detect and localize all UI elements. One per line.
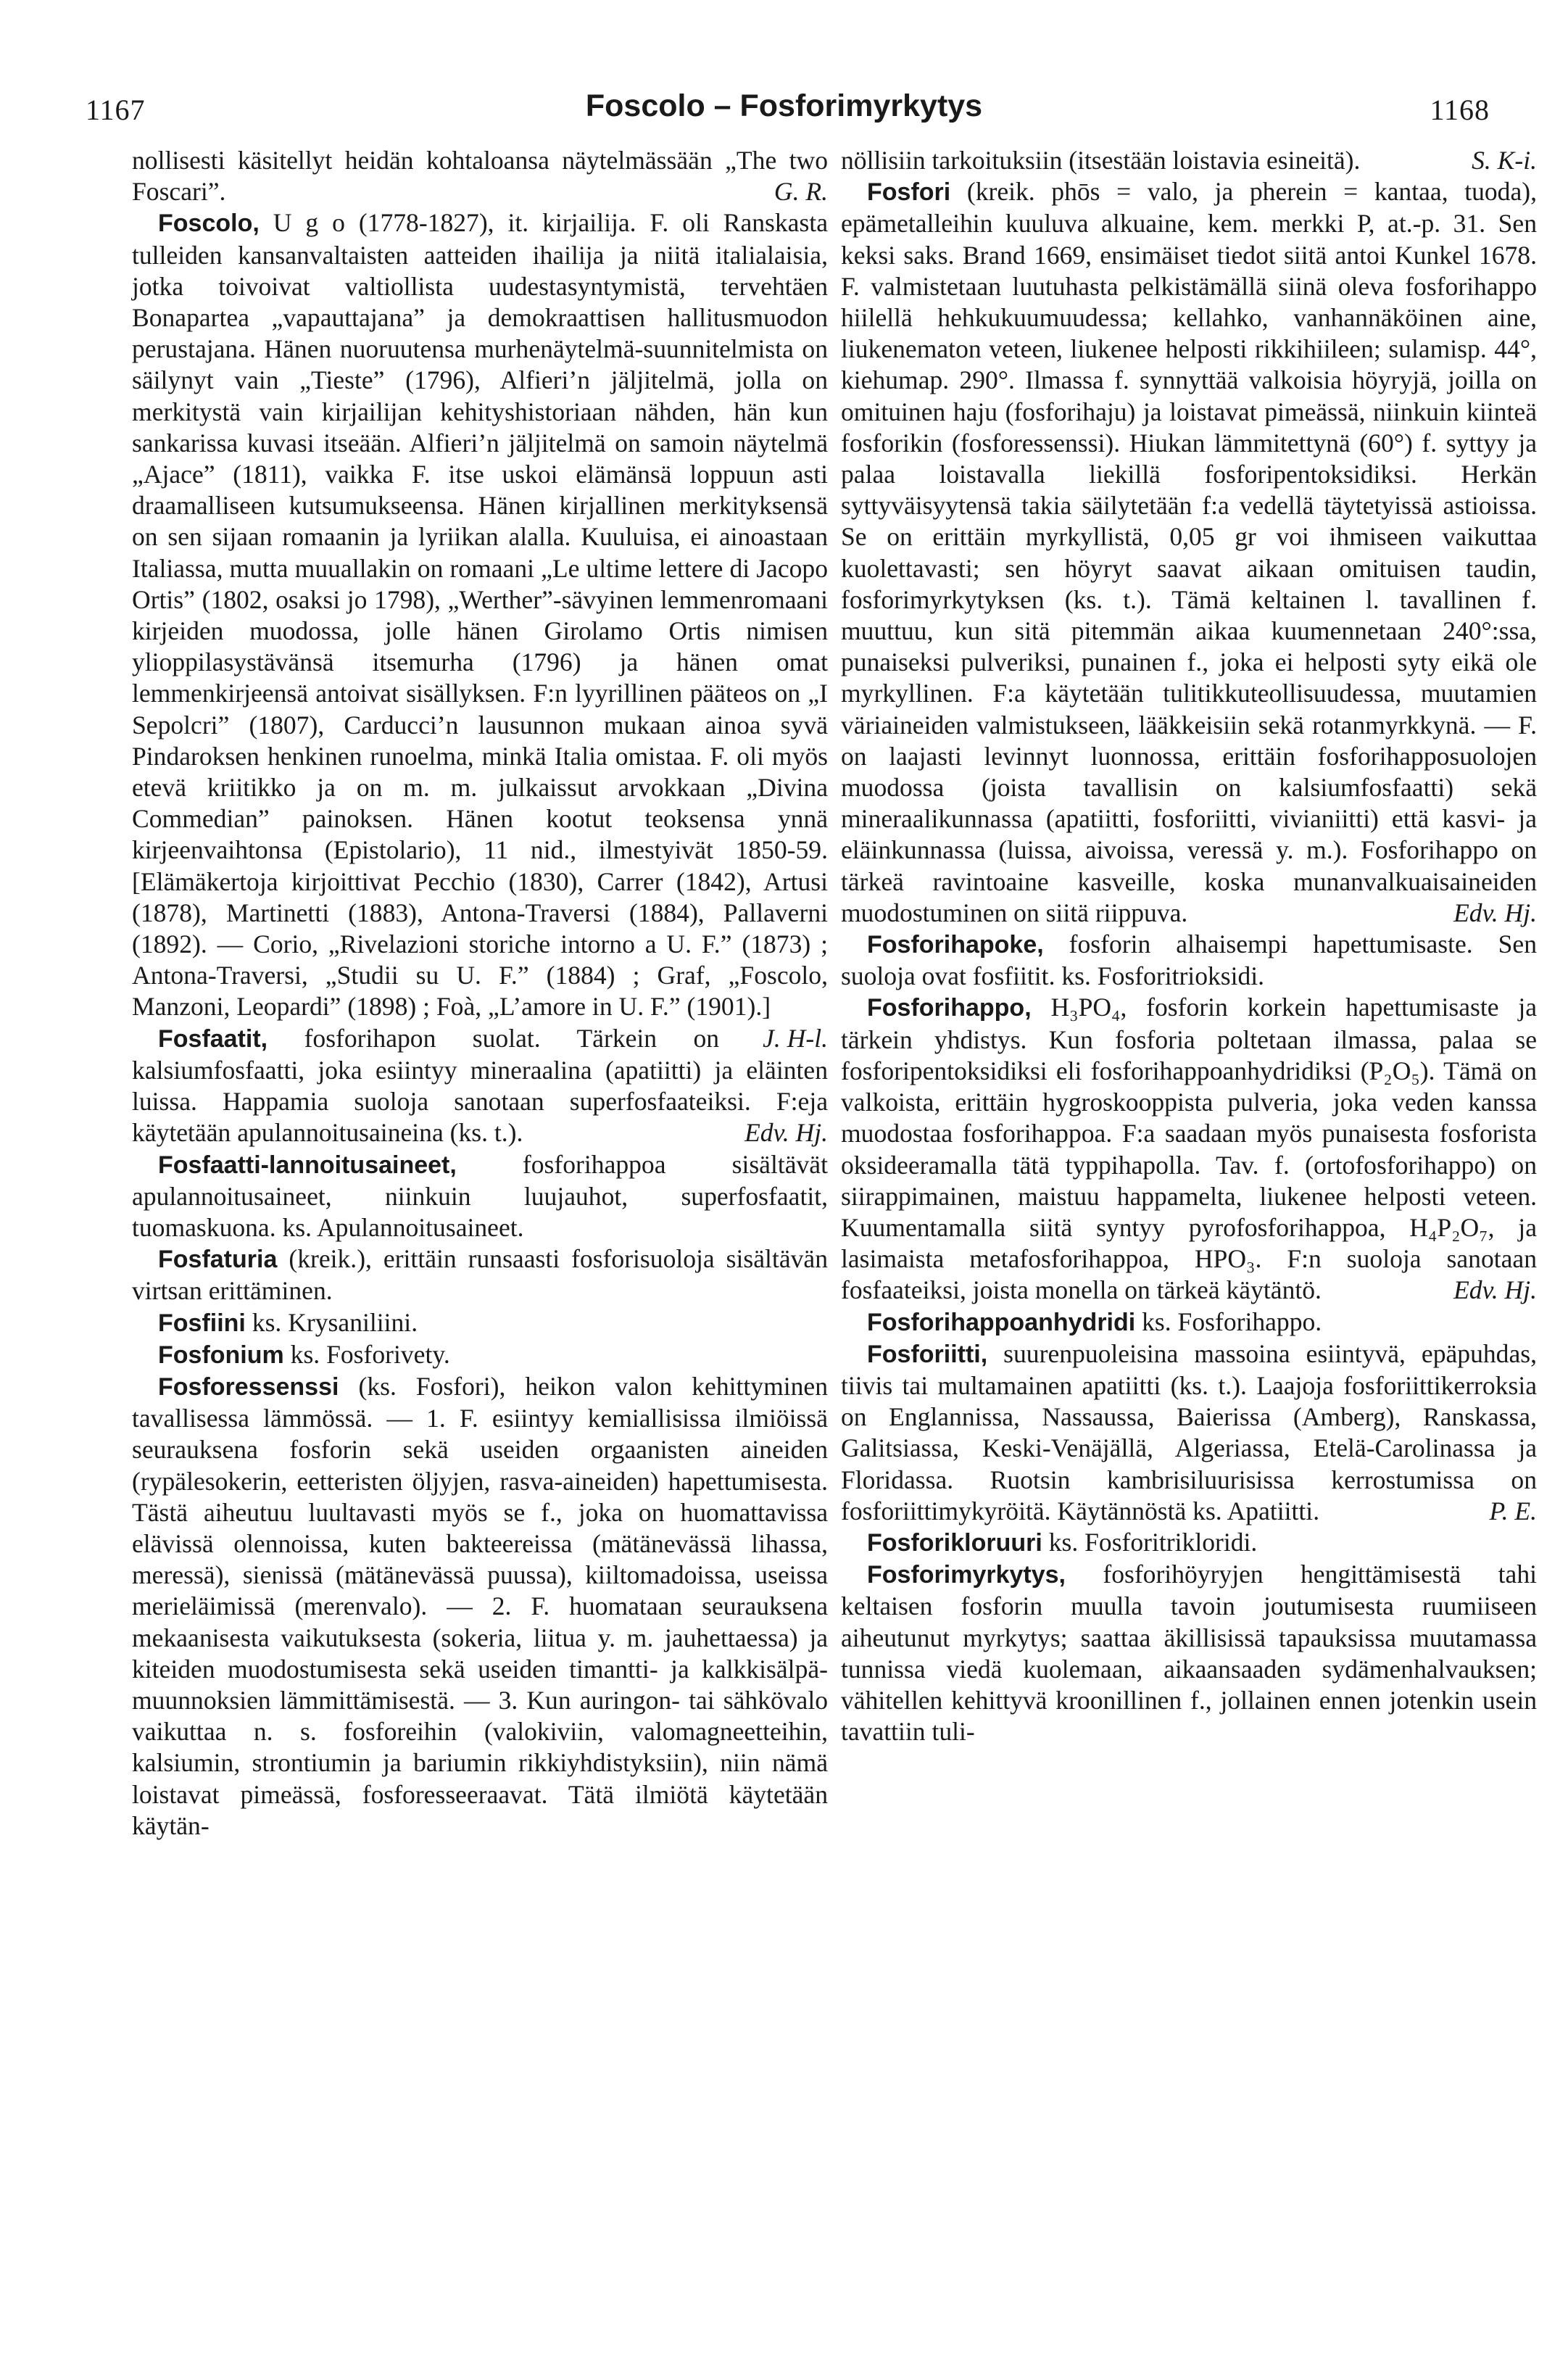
entry-text: fosforihappoa sisältävät apulannoitusaineet, niinkuin luujauhot, superfosfaatit, tuomaskuona. ks. Apulannoitusaineet. (132, 1149, 828, 1242)
left-column (132, 145, 828, 1842)
author-signature: G. R. (773, 177, 828, 207)
running-head: Foscolo – Fosforimyrkytys (585, 88, 983, 123)
entry-headword: Fosfonium (158, 1341, 284, 1369)
entry-text: (kreik.), erittäin runsaasti fosforisuoloja sisältävän virtsan erittäminen. (132, 1244, 828, 1306)
dictionary-entry (132, 1339, 828, 1371)
dictionary-entry (132, 1243, 828, 1307)
entry-text: ks. Fosforihappo. (1142, 1307, 1322, 1336)
dictionary-entry (132, 1371, 828, 1842)
entry-text: fosforihöyryjen hengittämisestä tahi keltaisen fosforin muulla tavoin joutumisesta ruumiiseen aiheutunut myrkytys; saattaa äkillisissä tapauksissa muutamassa tunnissa viedä kuolemaan, aikaansaaden sydämenhalvauksen; vähitellen kehittyvä kroonillinen f., jollainen ennen jotenkin usein tavattiin tuli- (841, 1560, 1537, 1747)
entry-text: nollisesti käsitellyt heidän kohtaloansa näytelmässään „The two Foscari”. (132, 146, 828, 207)
entry-text: nöllisiin tarkoituksiin (itsestään loistavia esineitä). (841, 146, 1361, 175)
author-signature: Edv. Hj. (1453, 1275, 1537, 1305)
entry-headword: Fosfori (867, 178, 951, 207)
dictionary-entry (132, 1307, 828, 1339)
entry-headword: Fosforimyrkytys, (867, 1561, 1066, 1589)
entry-text: ks. Fosforivety. (290, 1339, 450, 1369)
dictionary-entry (841, 1527, 1537, 1559)
dictionary-entry (132, 145, 828, 207)
page-number-right: 1168 (1430, 94, 1490, 126)
entry-text: suurenpuoleisina massoina esiintyvä, epäpuhdas, tiivis tai multamainen apatiitti (ks. t.). Laajoja fosforiittikerroksia on Englannissa, Nassaussa, Baierissa (Amberg), Ranskassa, Galitsiassa, Keski-Venäjällä, Algeriassa, Etelä-Carolinassa ja Floridassa. Ruotsin kambrisiluurisissa kerrostumissa on fosforiittimykyröitä. Käytännöstä ks. Apatiitti. (841, 1338, 1537, 1525)
entry-headword: Fosforikloruuri (867, 1528, 1042, 1557)
dictionary-entry (132, 1149, 828, 1244)
page-header (0, 86, 1568, 136)
dictionary-entry (841, 1307, 1537, 1338)
entry-headword: Fosfaatti-lannoitusaineet, (158, 1151, 457, 1179)
entry-headword: Fosforihappo, (867, 994, 1032, 1022)
entry-text: fosforihapon suolat. Tärkein on kalsiumfosfaatti, joka esiintyy mineraalina (apatiitti) ja eläinten luissa. Happamia suoloja sanotaan superfosfaateiksi. F:eja käytetään apulannoitusaineina (ks. t.). (132, 1023, 828, 1148)
entry-headword: Fosforiitti, (867, 1340, 988, 1368)
entry-headword: Fosforihappoanhydridi (867, 1308, 1136, 1336)
entry-headword: Fosfaturia (158, 1246, 278, 1274)
entry-text: ks. Fosforitrikloridi. (1048, 1527, 1258, 1557)
entry-headword: Fosfiini (158, 1309, 246, 1337)
entry-text: (ks. Fosfori), heikon valon kehittyminen tavallisessa lämmössä. — 1. F. esiintyy kemiallisissa ilmiöissä seurauksena fosforin sekä useiden orgaanisten aineiden (rypälesokerin, eetteristen öljyjen, rasva-aineiden) hapettumisesta. Tästä aiheutuu luultavasti myös se f., joka on huomattavissa elävissä olennoissa, kuten bakteereissa (mätänevässä lihassa, meressä), sienissä (mätänevässä puussa), kiiltomadoissa, useissa merieläimissä (merenvalo). — 2. F. huomataan seurauksena mekaanisesta vaikutuksesta (sokeria, liitua y. m. jauhettaessa) ja kiteiden muodostumisesta sekä useiden timantti- ja kalkkisälpä-muunnoksien lämmittämisestä. — 3. Kun auringon- tai sähkövalo vaikuttaa n. s. fosforeihin (valokiviin, valomagneetteihin, kalsiumin, strontiumin ja bariumin rikkiyhdistyksiin), niin nämä loistavat pimeässä, fosforesseeraavat. Tätä ilmiötä käytetään käytän- (132, 1371, 828, 1840)
author-signature: P. E. (1489, 1496, 1537, 1525)
entry-text: ks. Krysaniliini. (252, 1307, 418, 1337)
entry-text: fosforin alhaisempi hapettumisaste. Sen suoloja ovat fosfiitit. ks. Fosforitrioksidi. (841, 929, 1537, 991)
dictionary-entry (841, 145, 1537, 176)
entry-headword: Fosforihapoke, (867, 931, 1044, 959)
entry-text: U g o (1778-1827), it. kirjailija. F. oli Ranskasta tulleiden kansanvaltaisten aatteiden ihailija ja niitä italialaisia, jotka toivoivat valtiollista uudestasyntymistä, tervehtäen Bonapartea „vapauttajana” ja demokraattisen hallitusmuodon perustajana. Hänen nuoruutensa murhenäytelmä-suunnitelmista on säilynyt vain „Tieste” (1796), Alfieri’n jäljitelmä, jolla on merkitystä vain kirjailijan kehityshistoriaan nähden, hän kun sankarissa kuvasi itseään. Alfieri’n jäljitelmä on samoin näytelmä „Ajace” (1811), vaikka F. itse uskoi elämänsä loppuun asti draamalliseen kutsumukseensa. Hänen kirjallinen merkityksensä on sen sijaan romaanin ja lyriikan alalla. Kuuluisa, ei ainoastaan Italiassa, mutta muuallakin on romaani „Le ultime lettere di Jacopo Ortis” (1802, osaksi jo 1798), „Werther”-sävyinen lemmenromaani kirjeiden muodossa, jolle hänen Girolamo Ortis nimisen ylioppilasystävänsä itsemurha (1796) ja hänen omat lemmenkirjeensä antoivat sisällyksen. F:n lyyrillinen pääteos on „I Sepolcri” (1807), Carducci’n lausunnon mukaan ainoa syvä Pindaroksen henkinen runoelma, minkä Italia omistaa. F. oli myös etevä kriitikko ja on m. m. julkaissut arvokkaan „Divina Commedian” painoksen. Hänen kootut teoksensa ynnä kirjeenvaihtonsa (Epistolario), 11 nid., ilmestyivät 1850-59. [Elämäkertoja kirjoittivat Pecchio (1830), Carrer (1842), Artusi (1878), Martinetti (1883), Antona-Traversi (1884), Pallaverni (1892). — Corio, „Rivelazioni storiche intorno a U. F.” (1873) ; Antona-Traversi, „Studii su U. F.” (1884) ; Graf, „Foscolo, Manzoni, Leopardi” (1898) ; Foà, „L’amore in U. F.” (1901).] (132, 208, 828, 1022)
author-signature: Edv. Hj. (1453, 898, 1537, 927)
entry-headword: Foscolo, (158, 210, 260, 238)
dictionary-entry (841, 992, 1537, 1306)
entry-text: (kreik. phōs = valo, ja pherein = kantaa, tuoda), epämetalleihin kuuluva alkuaine, kem. merkki P, at.-p. 31. Sen keksi saks. Brand 1669, ensimäiset tiedot siitä antoi Kunkel 1678. F. valmistetaan luutuhasta pelkistämällä siinä oleva fosforihappo hiilellä hehkukuumuudessa; kellahko, vanhannäköinen aine, liukenematon veteen, liukenee helposti rikkihiileen; sulamisp. 44°, kiehumap. 290°. Ilmassa f. synnyttää valkoisia höyryjä, joilla on omituinen haju (fosforihaju) ja loistavat pimeässä, niinkuin kiinteä fosforikin (fosforessenssi). Hiukan lämmitettynä (60°) f. syttyy ja palaa loistavalla liekillä fosforipentoksidiksi. Herkän syttyväisyytensä takia säilytetään f:a vedellä täytetyissä astioissa. Se on erittäin myrkyllistä, 0,05 gr voi ihmiseen vaikuttaa kuolettavasti; sen höyryt saavat aikaan omituisen taudin, fosforimyrkytyksen (ks. t.). Tämä keltainen l. tavallinen f. muuttuu, kun sitä pitemmän aikaa kuumennetaan 240°:ssa, punaiseksi pulveriksi, punainen f., joka ei helposti syty eikä ole myrkyllinen. F:a käytetään tulitikkuteollisuudessa, muutamien väriaineiden valmistukseen, lääkkeisiin sekä rotanmyrkkynä. — F. on laajasti levinnyt luonnossa, erittäin fosforihapposuolojen muodossa (joista tavallisin on kalsiumfosfaatti) sekä mineraalikunnassa (apatiitti, fosforiitti, vivianiitti) että kasvi- ja eläinkunnassa (luissa, aivoissa, veressä y. m.). Fosforihappo on tärkeä ravintoaine kasveille, koska munanvalkuaisaineiden muodostuminen on siitä riippuva. (841, 177, 1537, 927)
dictionary-entry (841, 1559, 1537, 1747)
entry-text: H₃PO₄, fosforin korkein hapettumisaste ja tärkein yhdistys. Kun fosforia poltetaan ilmassa, palaa se fosforipentoksidiksi eli fosforihappoanhydridiksi (P₂O₅). Tämä on valkoista, erittäin hygroskooppista pulveria, joka veden kanssa muodostaa fosforihappoa. F:a saadaan myös punaisesta fosforista oksideeramalla tätä typpihapolla. Tav. f. (ortofosforihappo) on siirappimainen, maistuu happamelta, liukenee helposti veteen. Kuumentamalla siitä syntyy pyrofosforihappoa, H₄P₂O₇, ja lasimaista metafosforihappoa, HPO₃. F:n suoloja sanotaan fosfaateiksi, joista monella on tärkeä käytäntö. (841, 993, 1537, 1305)
right-column (841, 145, 1537, 1747)
dictionary-entry (841, 929, 1537, 992)
author-signature: Edv. Hj. (744, 1118, 828, 1148)
page-number-left: 1167 (86, 94, 146, 126)
entry-headword: Fosforessenssi (158, 1372, 339, 1401)
author-signature: J. H-l. (763, 1023, 828, 1053)
dictionary-entry (841, 1338, 1537, 1527)
entry-headword: Fosfaatit, (158, 1024, 268, 1053)
dictionary-entry (841, 176, 1537, 929)
author-signature: S. K-i. (1472, 146, 1537, 175)
